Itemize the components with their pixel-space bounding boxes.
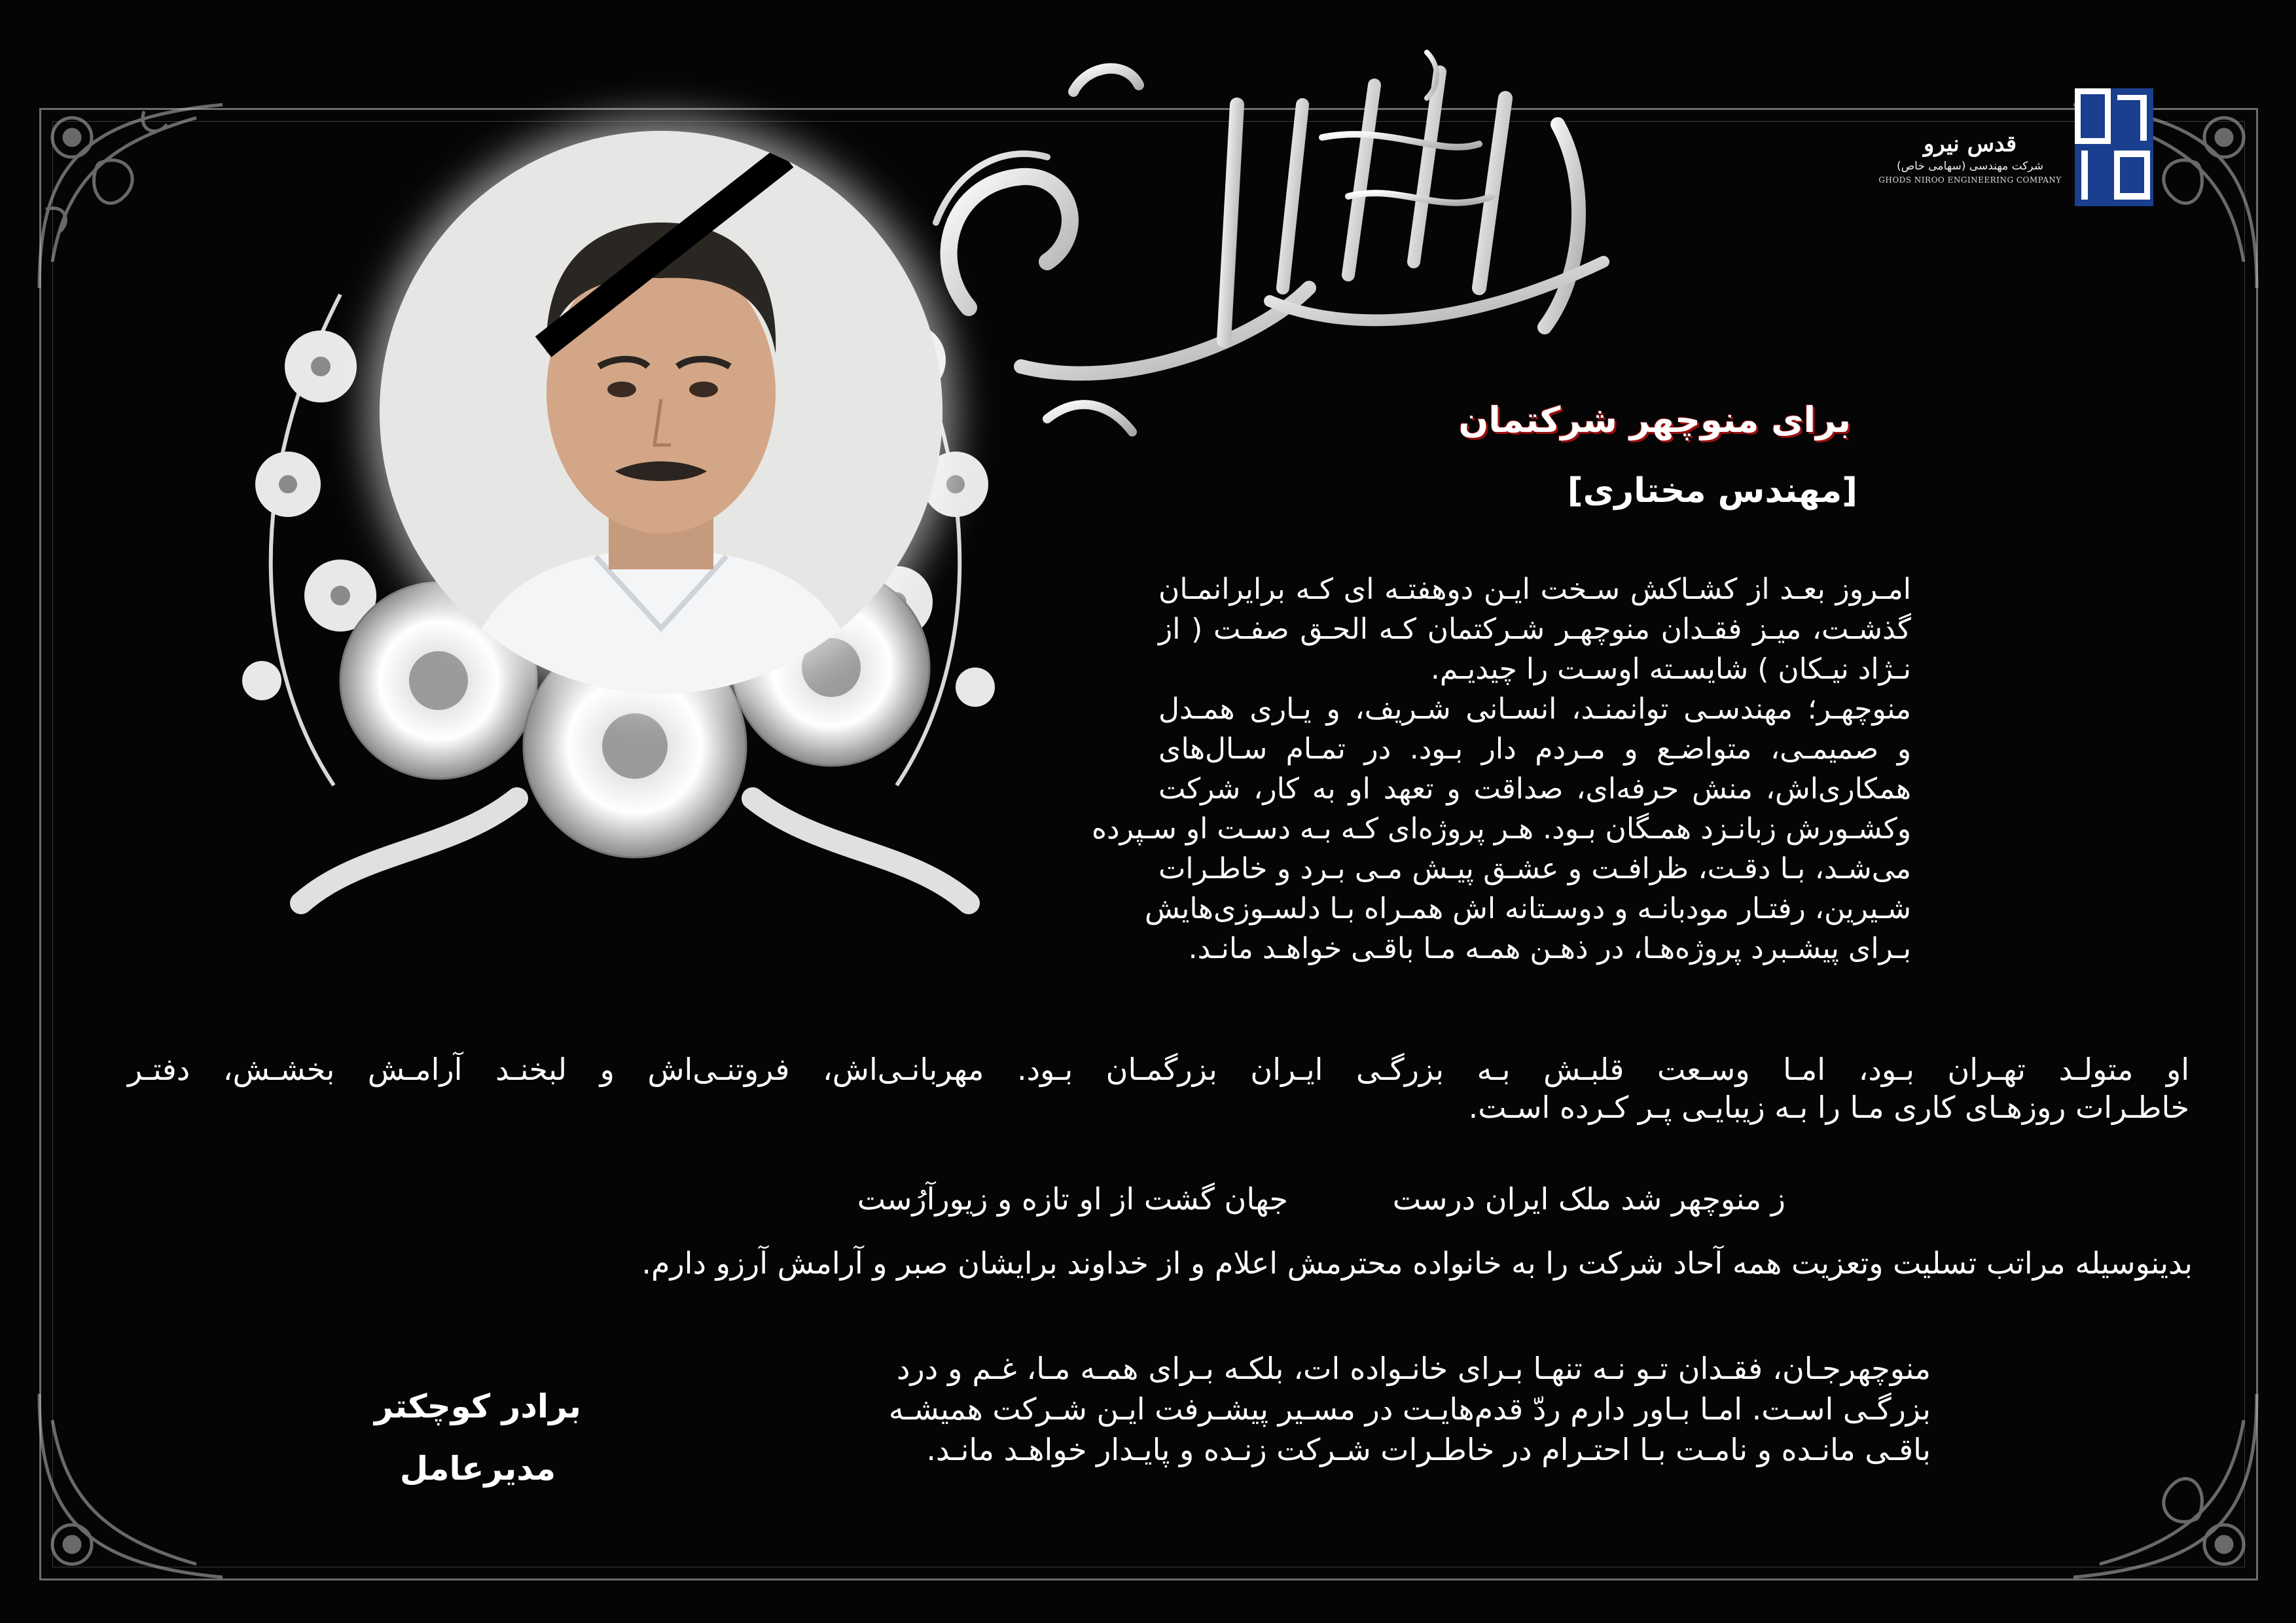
signature-relation: برادر کوچکتر	[374, 1387, 581, 1425]
text-line: بـرای پیشـبرد پروژه‌هـا، در ذهـن همـه مـا باقـی خواهـد مانـد.	[1188, 932, 1911, 965]
portrait-photo	[380, 131, 942, 694]
logo-mark-icon	[2072, 85, 2157, 209]
text-line: او متولـد تهـران بـود، امـا وسـعت قلبـش بـه بزرگـی ایـران بزرگمـان بـود. مهربانـی‌اش، فروتنـی‌اش و لبخنـد آرامـش بخشـش، دفتـر	[128, 1052, 2189, 1087]
logo-name: قدس نیرو	[1923, 131, 2017, 157]
text-line: بدینوسیله مراتب تسلیت وتعزیت همه آحاد شرکت را به خانواده محترمش اعلام و از خداوند برایشان صبر و آرامش آرزو دارم.	[641, 1245, 2193, 1281]
verse-left-hemistich: جهان گشت از او تازه و زیورآرُست	[857, 1181, 1288, 1217]
text-line: گذشـت، میـز فقـدان منوچهـر شـرکتمان کـه الحـق صفـت ( از	[1158, 613, 1911, 646]
paragraph-birthplace	[128, 1050, 2189, 1126]
text-line: شـیرین، رفتـار مودبانـه و دوسـتانه اش همـراه بـا دلسـوزی‌هایش	[1145, 892, 1911, 925]
text-line: همکاری‌اش، منش حرفه‌ای، صداقت و تعهد او به کار، شرکت	[1158, 772, 1911, 806]
text-line: نـژاد نیـکان ) شایسـته اوسـت را چیدیـم.	[1430, 652, 1911, 686]
corner-ornament-bottom-right	[2060, 1381, 2270, 1590]
corner-ornament-bottom-left	[26, 1381, 236, 1590]
text-line: منوچهـر؛ مهندسـی توانمنـد، انسـانی شـریف، و یـاری همـدل	[1158, 692, 1911, 726]
text-line: منوچهرجـان، فقـدان تـو نـه تنهـا بـرای خانـواده ات، بلکـه بـرای همـه مـا، غـم و درد	[897, 1351, 1931, 1386]
logo-english-name: GHODS NIROO ENGINEERING COMPANY	[1878, 175, 2062, 185]
paragraph-intro	[1091, 569, 1911, 969]
paragraph-condolence	[308, 1243, 2193, 1283]
company-logo	[1872, 85, 2160, 209]
verse-right-hemistich: ز منوچهر شد ملک ایران درست	[1392, 1181, 1785, 1217]
logo-subtitle: شرکت مهندسی (سهامی خاص)	[1896, 160, 2044, 173]
text-line: بزرگـی اسـت. امـا بـاور دارم ردّ قدم‌هایـت در مسـیر پیشـرفت ایـن شـرکت همیشـه	[888, 1391, 1931, 1427]
paragraph-farewell	[888, 1348, 1931, 1470]
signature-title: مدیرعامل	[399, 1450, 556, 1488]
text-line: وکشـورش زبانـزد همـگان بـود. هـر پروژه‌ای کـه بـه دسـت او سـپرده	[1091, 812, 1911, 846]
page-subtitle: [مهندس مختاری]	[1567, 471, 1857, 510]
text-line: خاطـرات روزهـای کاری مـا را بـه زیبایـی پـر کـرده اسـت.	[1468, 1090, 2189, 1125]
text-line: امـروز بعـد از کشـاکش سـخت ایـن دوهفتـه ای کـه برایرانمـان	[1158, 573, 1911, 606]
text-line: می‌شـد، بـا دقـت، ظرافـت و عشـق پیـش مـی بـرد و خاطـرات	[1158, 852, 1911, 885]
text-line: باقـی مانـده و نامـت بـا احتـرام در خاطـرات شـرکت زنـده و پایـدار خواهـد مانـد.	[926, 1432, 1931, 1467]
page-title: برای منوچهر شرکتمان	[1458, 399, 1851, 440]
text-line: و صمیمـی، متواضـع و مـردم دار بـود. در تمـام سـال‌های	[1158, 732, 1911, 766]
